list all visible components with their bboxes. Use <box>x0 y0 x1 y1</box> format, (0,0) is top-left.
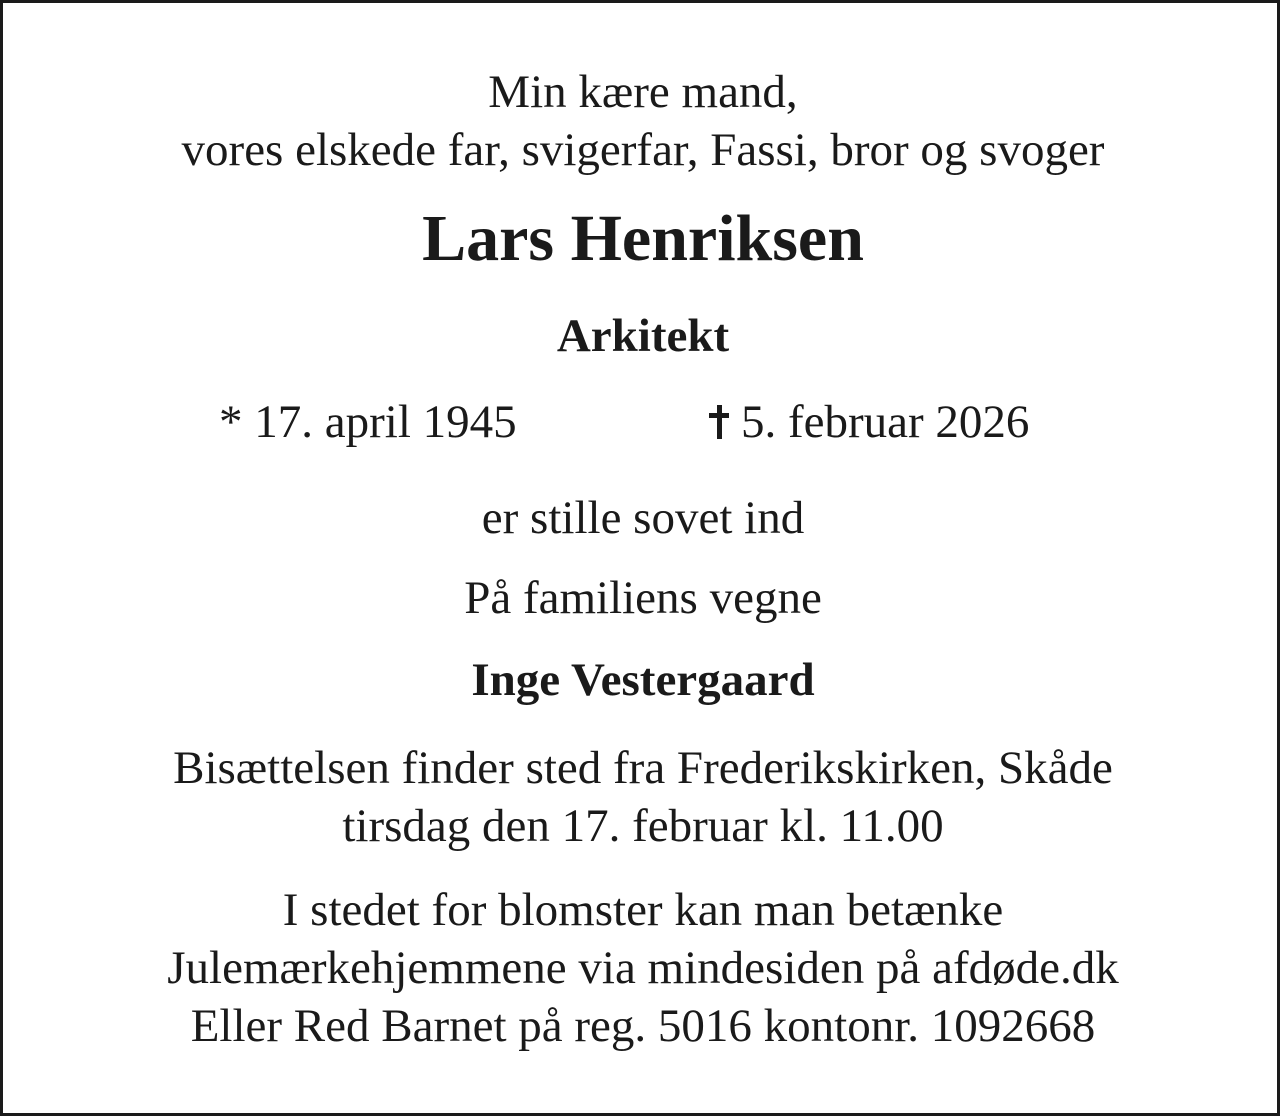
funeral-line-2: tirsdag den 17. februar kl. 11.00 <box>342 800 944 852</box>
dates-row <box>3 395 1280 455</box>
donation-line-2: Julemærkehjemmene via mindesiden på afdøde.dk <box>167 942 1119 994</box>
donation-line-3: Eller Red Barnet på reg. 5016 kontonr. 1092668 <box>190 1000 1096 1052</box>
donation-line-1: I stedet for blomster kan man betænke <box>282 884 1004 936</box>
funeral-line-1: Bisættelsen finder sted fra Frederikskirken, Skåde <box>173 742 1113 794</box>
birth-date: * 17. april 1945 <box>219 396 517 448</box>
intro-line-2: vores elskede far, svigerfar, Fassi, bror og svoger <box>181 124 1105 176</box>
cross-icon <box>709 405 729 439</box>
death-date-group <box>709 395 1029 449</box>
message: er stille sovet ind <box>481 492 805 544</box>
death-date: 5. februar 2026 <box>741 396 1030 448</box>
on-behalf-text: På familiens vegne <box>464 572 822 624</box>
signer-name: Inge Vestergaard <box>471 654 815 706</box>
profession: Arkitekt <box>556 310 730 362</box>
deceased-name: Lars Henriksen <box>422 202 864 275</box>
intro-line-1: Min kære mand, <box>488 66 798 118</box>
